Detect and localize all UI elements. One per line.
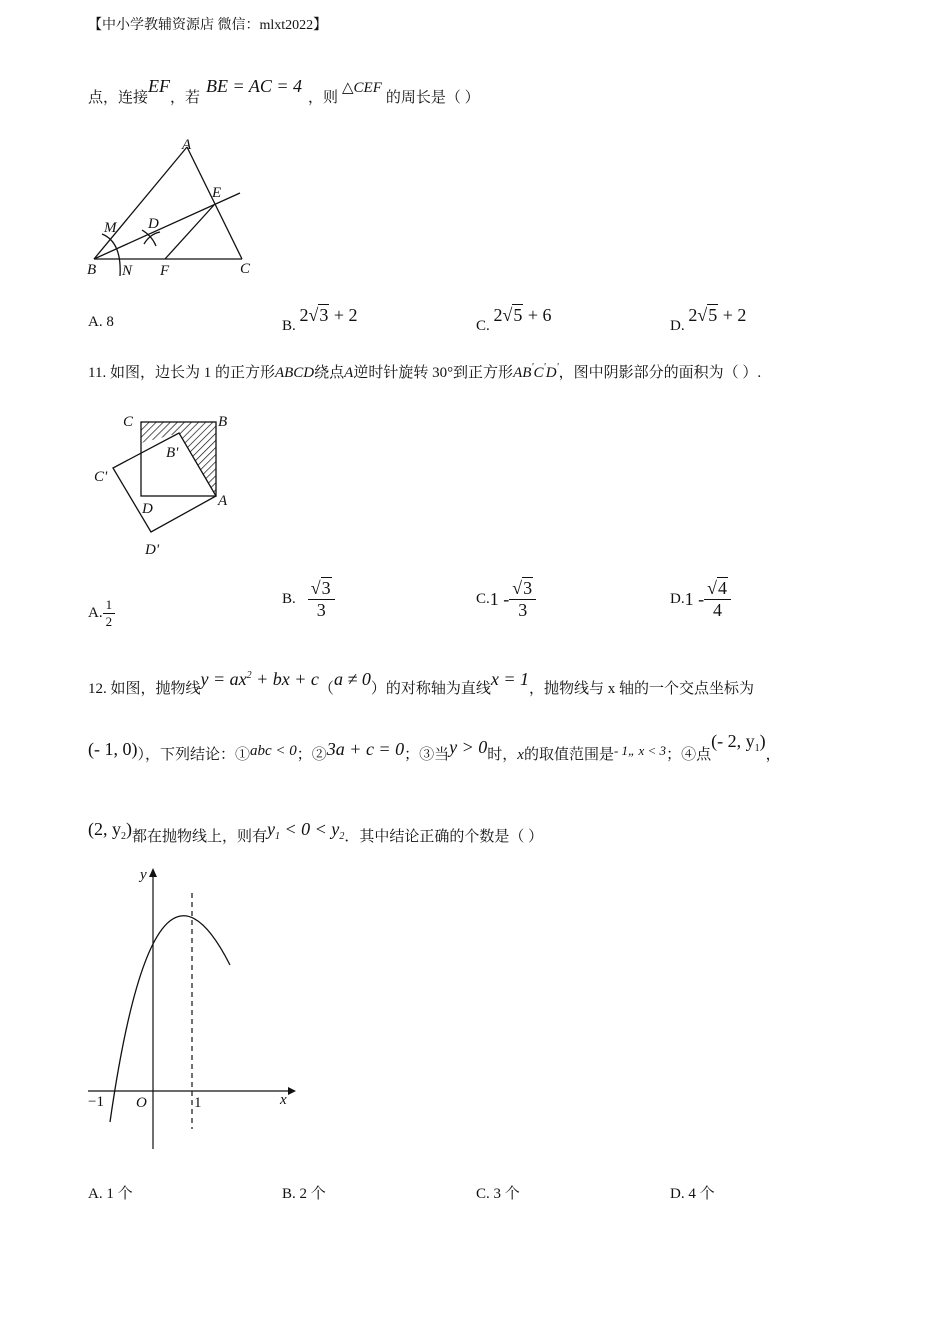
q10-stem — [88, 76, 480, 107]
q12-x: x — [517, 747, 524, 763]
q12-text-11: ， — [765, 747, 781, 763]
q12-option-b[interactable]: B. 2 个 — [282, 1186, 326, 1202]
option-key: A. — [88, 314, 107, 330]
q11-option-a[interactable] — [88, 597, 115, 630]
q12-text-7: ；③当 — [404, 747, 450, 763]
option-value: 8 — [106, 314, 114, 330]
q12-text-5: ），下列结论：① — [137, 747, 250, 763]
q10-text-3: ，则 — [308, 90, 339, 106]
option-value: 2√3 + 2 — [299, 305, 358, 325]
q12-option-c[interactable]: C. 3 个 — [476, 1186, 520, 1202]
option-key: D. — [670, 591, 685, 607]
q12-option-a[interactable]: A. 1 个 — [88, 1186, 133, 1202]
label-origin: O — [136, 1095, 147, 1111]
q11-text-1: 11. 如图，边长为 1 的正方形 — [88, 365, 275, 381]
q10-option-c[interactable] — [476, 305, 552, 334]
option-key: D. — [670, 318, 689, 334]
option-key: B. — [282, 318, 300, 334]
q11-a: A — [344, 365, 354, 381]
option-value: 2√5 + 2 — [688, 305, 747, 325]
label-a: A — [218, 493, 228, 509]
label-f: F — [160, 263, 170, 279]
q10-ef: EF — [148, 76, 171, 96]
q11-text-4: ，图中阴影部分的面积为（ ）. — [558, 365, 762, 381]
option-key: C. — [476, 318, 494, 334]
q12-option-d[interactable]: D. 4 个 — [670, 1186, 715, 1202]
option-fraction: $\frac{√3}{3}$ — [509, 578, 536, 621]
label-b: B — [87, 262, 97, 278]
q11-option-b[interactable] — [282, 578, 335, 621]
option-fraction: $\frac{√3}{3}$ — [308, 578, 335, 621]
q12-text-10: ；④点 — [666, 747, 712, 763]
q11-option-d[interactable] — [670, 578, 731, 621]
q11-rotated-square: AB'C'D' — [513, 362, 559, 381]
x-axis-arrow — [288, 1087, 296, 1095]
q10-option-d[interactable] — [670, 305, 747, 334]
label-neg-one: −1 — [88, 1094, 104, 1110]
q12-conclusion-1: abc < 0 — [250, 743, 297, 759]
q12-conclusion-2: 3a + c = 0 — [326, 739, 405, 759]
q10-text-2: ，若 — [170, 90, 201, 106]
q12-text-1: 12. 如图，抛物线 — [88, 681, 201, 697]
q12-text-13: ．其中结论正确的个数是（ ） — [344, 829, 544, 845]
q11-square-figure — [88, 405, 248, 565]
segment-ef — [165, 205, 214, 259]
q12-conclusion-3: y > 0 — [449, 737, 488, 757]
label-c: C — [123, 414, 134, 430]
option-key: C. — [476, 591, 490, 607]
q12-text-2: （ — [318, 681, 334, 697]
q12-point-b: (2, $y_2$) — [88, 819, 132, 842]
option-value: 2√5 + 6 — [493, 305, 552, 325]
arc-d — [142, 230, 160, 246]
label-a: A — [182, 137, 192, 153]
label-b: B — [218, 414, 228, 430]
q10-text-1: 点，连接 — [88, 90, 149, 106]
q10-triangle-figure — [80, 130, 280, 290]
option-key: B. — [282, 591, 296, 607]
q12-text-12: 都在抛物线上，则有 — [132, 829, 268, 845]
option-fraction: $\frac{1}{2}$ — [103, 597, 116, 630]
q12-axis-of-symmetry: x = 1 — [490, 669, 529, 689]
segment-ac — [187, 147, 242, 259]
label-b-prime: B' — [166, 445, 179, 461]
option-key: A. — [88, 605, 103, 621]
q11-text-2: 绕点 — [314, 365, 345, 381]
q12-text-4: ，抛物线与 x 轴的一个交点坐标为 — [528, 681, 754, 697]
q12-condition: a ≠ 0 — [333, 669, 371, 689]
label-y: y — [140, 867, 147, 883]
label-d: D — [142, 501, 153, 517]
q10-option-a[interactable] — [88, 314, 114, 331]
label-d: D — [148, 216, 159, 232]
page-header: 【中小学教辅资源店 微信：mlxt2022】 — [88, 18, 328, 33]
label-c: C — [240, 261, 251, 277]
label-e: E — [212, 185, 222, 201]
q12-range: - 1„ x < 3 — [613, 743, 667, 758]
label-d-prime: D' — [145, 542, 160, 558]
q12-stem-line-3 — [88, 819, 544, 846]
q11-stem — [88, 361, 761, 382]
option-prefix: 1 - — [489, 589, 510, 609]
q12-parabola-equation: $y = ax^2$ + bx + c — [200, 669, 319, 689]
q11-option-c[interactable] — [476, 578, 536, 621]
q12-text-3: ）的对称轴为直线 — [370, 681, 491, 697]
q12-inequality: $y_1 < 0 < y_2$ — [267, 819, 345, 842]
q11-text-3: 逆时针旋转 30°到正方形 — [353, 365, 514, 381]
option-prefix: 1 - — [684, 589, 705, 609]
q12-intercept-point: (- 1, 0) — [88, 739, 138, 759]
q10-condition: BE = AC = 4 — [206, 76, 302, 96]
label-one: 1 — [194, 1095, 202, 1111]
arc-mn — [102, 234, 120, 276]
option-fraction: $\frac{√4}{4}$ — [704, 578, 731, 621]
q12-text-9: 的取值范围是 — [523, 747, 614, 763]
q12-point-a: (- 2, $y_1$) — [711, 731, 766, 754]
label-c-prime: C' — [94, 469, 108, 485]
q12-stem-line-2 — [88, 731, 781, 764]
q12-parabola-figure — [82, 865, 302, 1155]
q12-stem-line-1 — [88, 669, 754, 698]
segment-ba — [94, 147, 187, 259]
q10-option-b[interactable] — [282, 305, 358, 334]
q10-text-4: 的周长是（ ） — [385, 90, 480, 106]
y-axis-arrow — [149, 868, 157, 877]
q12-text-6: ；② — [296, 747, 327, 763]
label-x: x — [280, 1092, 287, 1108]
label-n: N — [122, 263, 133, 279]
q12-text-8: 时， — [487, 747, 518, 763]
q10-triangle: △CEF — [342, 80, 382, 96]
q11-abcd: ABCD — [274, 365, 315, 381]
label-m: M — [104, 220, 117, 236]
